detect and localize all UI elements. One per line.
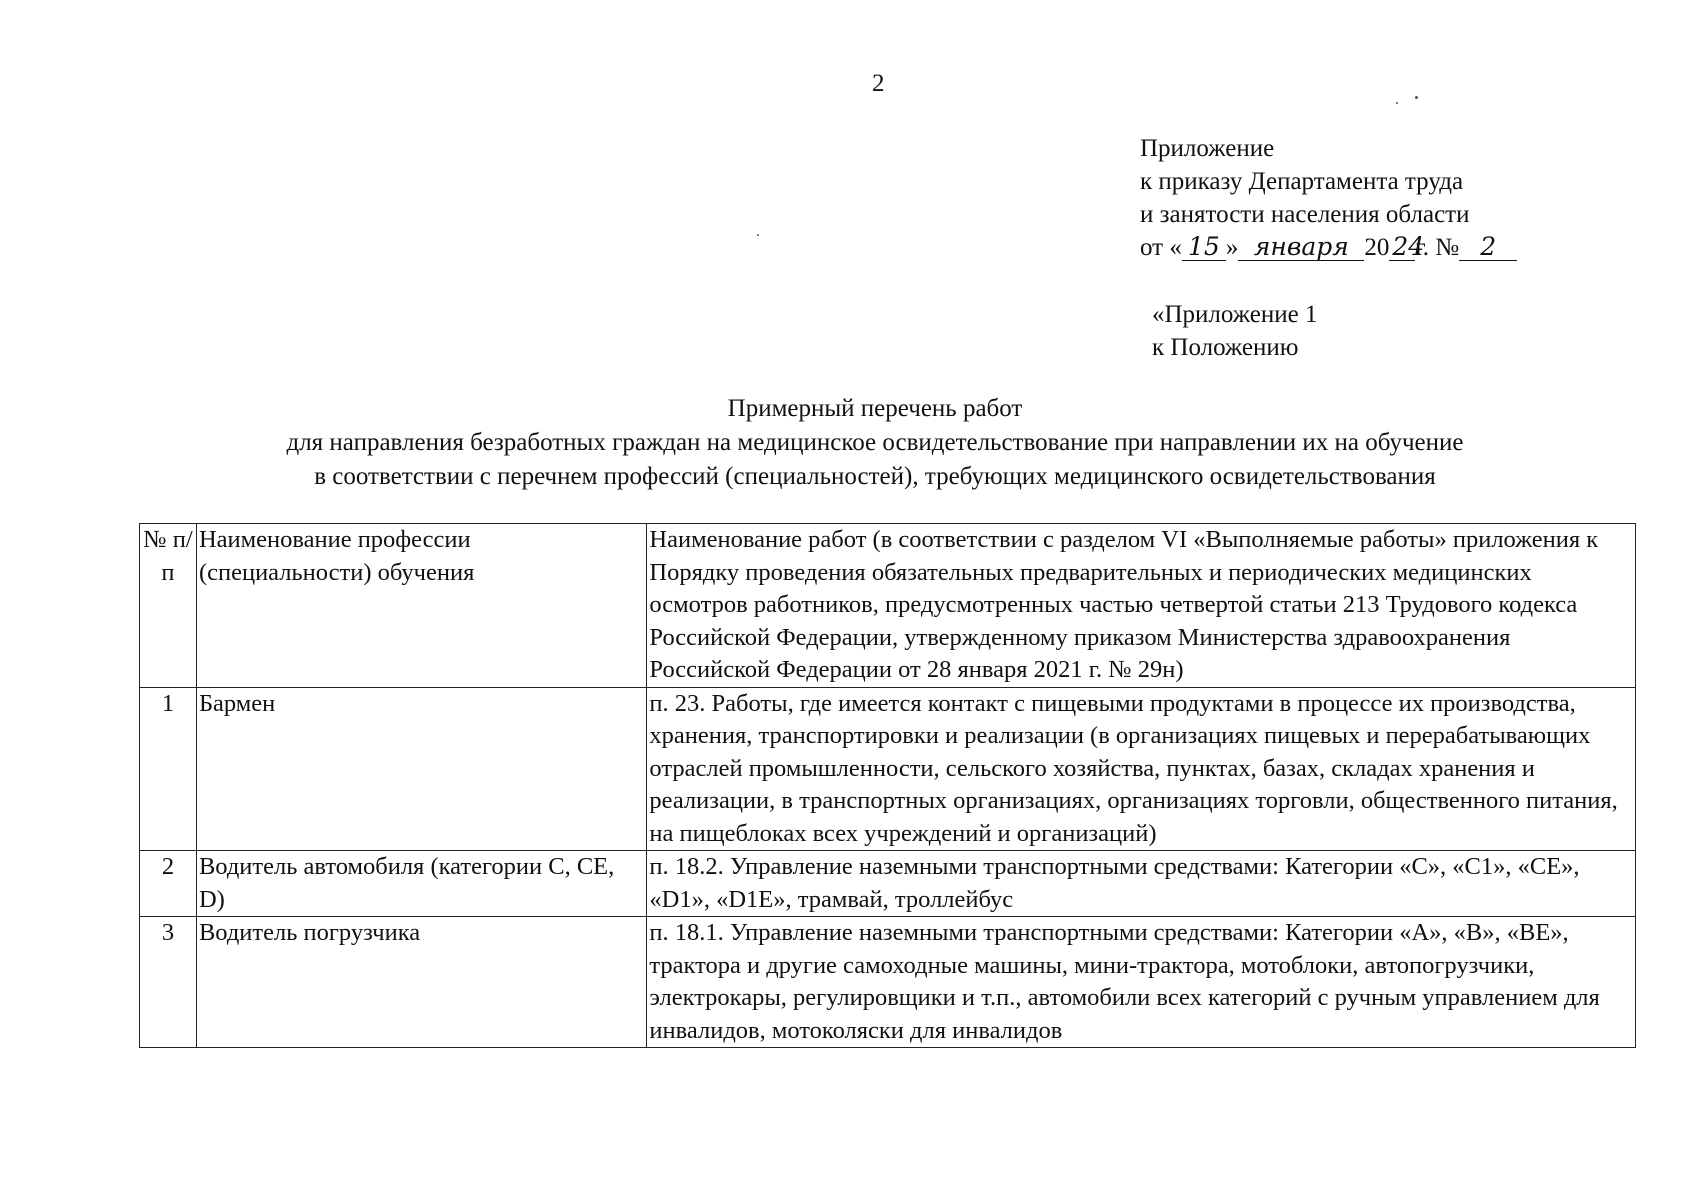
row-profession: Водитель автомобиля (категории С, СЕ, D) — [196, 851, 646, 917]
row-num: 2 — [140, 851, 197, 917]
order-day-handwritten: 15 — [1182, 234, 1226, 261]
row-num: 1 — [140, 687, 197, 851]
row-works: п. 18.1. Управление наземными транспортными средствами: Категории «А», «В», «ВЕ», трактора и другие самоходные машины, мини-трактора, мотоблоки, автопогрузчики, электрокары, регулировщики и т.п., автомобили всех категорий с ручным управлением для инвалидов, мотоколяски для инвалидов — [647, 917, 1636, 1048]
table-row — [140, 687, 1636, 851]
order-year-prefix: 20 — [1364, 234, 1390, 261]
order-mid: » — [1225, 234, 1239, 261]
row-works: п. 23. Работы, где имеется контакт с пищевыми продуктами в процессе их производства, хранения, транспортировки и реализации (в организациях пищевых и перерабатывающих отраслей промышленности, сельского хозяйства, пунктах, базах, складах хранения и реализации, в транспортных организациях, организациях торговли, общественного питания, на пищеблоках всех учреждений и организаций) — [647, 687, 1636, 851]
works-table — [139, 523, 1636, 1048]
title-line: в соответствии с перечнем профессий (специальностей), требующих медицинского освидетельствования — [314, 463, 1436, 490]
header-num: № п/п — [140, 524, 197, 688]
addendum-line: к Положению — [1152, 334, 1299, 361]
appendix-line: Приложение — [1140, 135, 1275, 162]
scan-speck — [757, 234, 759, 236]
row-num: 3 — [140, 917, 197, 1048]
addendum-header — [1152, 298, 1317, 364]
row-profession: Бармен — [196, 687, 646, 851]
scan-speck — [1415, 96, 1418, 99]
title-line: Примерный перечень работ — [727, 395, 1023, 422]
order-month-handwritten: января — [1238, 234, 1364, 261]
document-title — [0, 392, 1697, 494]
appendix-line: и занятости населения области — [1140, 201, 1470, 228]
addendum-line: «Приложение 1 — [1152, 301, 1318, 328]
row-works: п. 18.2. Управление наземными транспортными средствами: Категории «С», «С1», «СЕ», «D1», «D1E», трамвай, троллейбус — [647, 851, 1636, 917]
table-row — [140, 851, 1636, 917]
order-year-handwritten: 24 — [1389, 234, 1415, 261]
appendix-header — [1140, 132, 1517, 264]
title-line: для направления безработных граждан на медицинское освидетельствование при направлении их на обучение — [286, 429, 1464, 456]
order-year-end: г. № — [1415, 234, 1460, 261]
page-number: 2 — [872, 70, 885, 97]
order-prefix: от « — [1140, 234, 1182, 261]
appendix-line: к приказу Департамента труда — [1140, 168, 1464, 195]
header-works: Наименование работ (в соответствии с разделом VI «Выполняемые работы» приложения к Порядку проведения обязательных предварительных и периодических медицинских осмотров работников, предусмотренных частью четвертой статьи 213 Трудового кодекса Российской Федерации, утвержденному приказом Министерства здравоохранения Российской Федерации от 28 января 2021 г. № 29н) — [647, 524, 1636, 688]
header-profession: Наименование профессии (специальности) обучения — [196, 524, 646, 688]
order-number-handwritten: 2 — [1459, 234, 1517, 261]
order-date-line — [1140, 231, 1517, 264]
row-profession: Водитель погрузчика — [196, 917, 646, 1048]
table-row — [140, 917, 1636, 1048]
table-header-row — [140, 524, 1636, 688]
scan-speck — [1396, 102, 1398, 104]
